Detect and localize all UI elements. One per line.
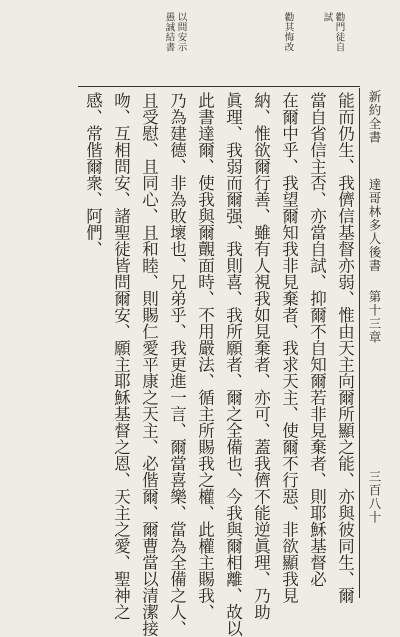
margin-note-greeting: 以問安示 xyxy=(175,12,187,52)
text-column: 吻、互相問安、諸聖徒皆問爾安、願主耶穌基督之恩、天主之愛、聖神之 xyxy=(111,92,131,620)
header-section-title: 達哥林多人後書 xyxy=(367,178,382,273)
header-page-number: 三百八十 xyxy=(367,470,382,524)
header-chapter: 第十三章 xyxy=(367,290,382,344)
text-column: 當自省信主否、亦當自試、抑爾不自知爾若非見棄者、則耶穌基督必 xyxy=(307,92,327,587)
margin-note-repentance: 勸其悔改 xyxy=(282,12,294,52)
top-rule xyxy=(78,86,360,87)
text-column: 感、常偕爾衆、阿們、 xyxy=(83,92,103,257)
text-column: 納、惟欲爾行善、雖有人視我如見棄者、亦可、蓋我儕不能逆眞理、乃助 xyxy=(251,92,271,620)
text-column: 在爾中乎、我望爾知我非見棄者、我求天主、使爾不行惡、非欲顯我見 xyxy=(279,92,299,604)
margin-note-closing: 愚誠結書 xyxy=(163,12,175,52)
text-column: 乃為建德、非為敗壞也、兄弟乎、我更進一言、爾當喜樂、當為全備之人、 xyxy=(167,92,187,637)
text-column: 且受慰、且同心、且和睦、則賜仁愛平康之天主、必偕爾、爾曹當以清潔接 xyxy=(139,92,159,637)
text-column: 能而仍生、我儕信基督亦弱、惟由天主向爾所顯之能、亦與彼同生、爾 xyxy=(335,92,355,604)
text-column: 此書達爾、使我與爾覿面時、不用嚴法、循主所賜我之權、此權主賜我、 xyxy=(195,92,215,620)
text-column: 眞理、我弱而爾强、我則喜、我所願者、爾之全備也、今我與爾相離、故以 xyxy=(223,92,243,637)
header-rule xyxy=(359,88,360,598)
margin-note-self-exam: 勸門徒自 xyxy=(333,12,345,52)
header-book-title: 新約全書 xyxy=(367,90,382,144)
margin-note-self-exam-cont: 試 xyxy=(321,12,333,22)
